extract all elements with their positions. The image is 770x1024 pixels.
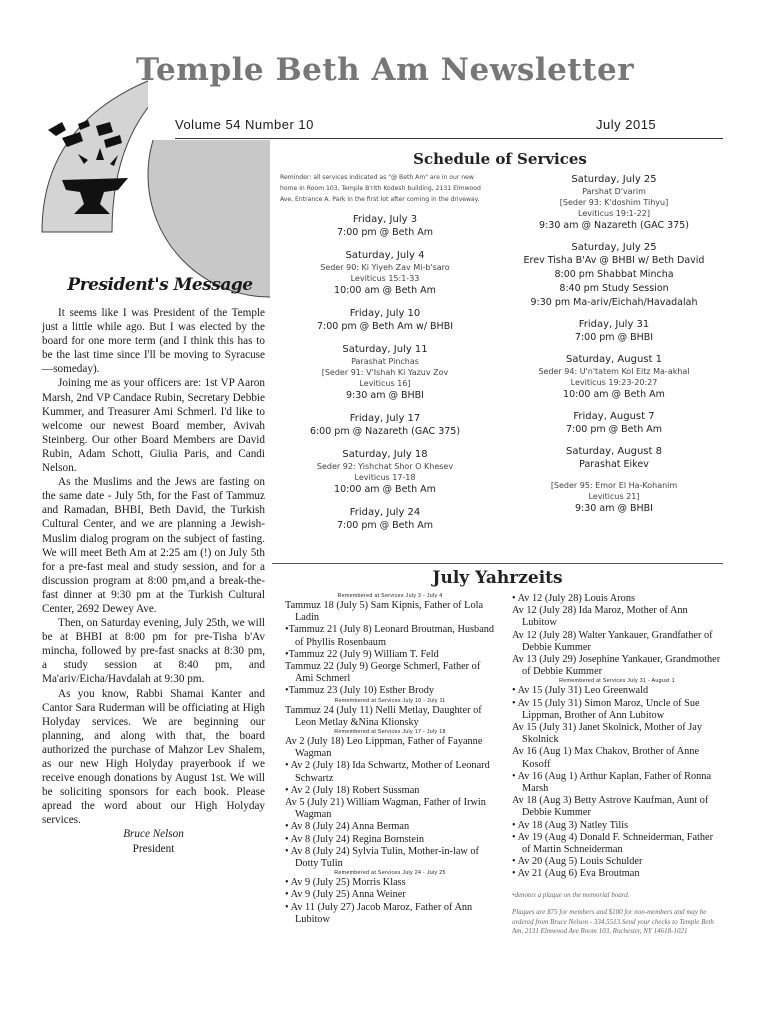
yahrzeit-entry: • Av 20 (Aug 5) Louis Schulder — [512, 856, 643, 868]
yahrzeit-entry: • Av 9 (July 25) Anna Weiner — [285, 889, 406, 901]
service-entry — [280, 307, 490, 334]
presidents-message-title: President's Message — [67, 275, 253, 295]
service-date: Saturday, August 1 — [566, 354, 662, 365]
reminder-note: Reminder: all services indicated as "@ Beth Am" are in our new home in Room 103, Temple B'rith Kodesh building, 2131 Elmwood Ave, Entrance A. Park in the first lot after coming in the driveway. — [280, 174, 481, 203]
service-detail: Leviticus 17-18 — [354, 473, 416, 482]
service-time: 10:00 am @ Beth Am — [563, 389, 665, 400]
service-entry — [280, 213, 490, 240]
service-time: 8:40 pm Study Session — [559, 283, 669, 294]
service-date: Saturday, July 18 — [342, 449, 428, 460]
newsletter-title: Temple Beth Am Newsletter — [135, 52, 635, 88]
yahrzeit-entry: • Av 18 (Aug 3) Natley Tilis — [512, 819, 629, 831]
service-time: 9:30 am @ Nazareth (GAC 375) — [539, 220, 689, 231]
service-time: 7:00 pm @ Beth Am — [336, 520, 434, 531]
pres-paragraph: It seems like I was President of the Temple just a little while ago. But I was elected by the board for one more term (and I think this has to be the last time since I'll be moving to Syracuse—someday). — [42, 307, 265, 376]
volume-number: Volume 54 Number 10 — [175, 117, 314, 132]
service-detail: Leviticus 19:1-22] — [578, 209, 650, 218]
service-entry — [508, 480, 720, 516]
service-date: Friday, July 31 — [578, 319, 650, 330]
signature-name: Bruce Nelson — [123, 828, 184, 841]
service-detail: Parashat Pinchas — [351, 357, 419, 366]
service-time: 7:00 pm @ Beth Am w/ BHBI — [316, 321, 454, 332]
schedule-left-column — [280, 172, 490, 542]
presidents-message — [42, 306, 265, 856]
yahrzeit-left-column — [285, 593, 495, 926]
service-detail: [Seder 93: K'doshim Tihyu] — [559, 198, 669, 207]
header-divider — [175, 138, 723, 139]
remembered-heading: Remembered at Services July 3 - July 4 — [337, 593, 443, 599]
yahrzeit-entry: Av 12 (July 28) Ida Maroz, Mother of Ann Lubitow — [512, 605, 688, 629]
yahrzeit-right-column — [512, 593, 722, 937]
yahrzeit-entry: • Av 9 (July 25) Morris Klass — [285, 877, 406, 889]
remembered-heading: Remembered at Services July 31 - August 1 — [559, 678, 675, 685]
service-date: Friday, July 17 — [349, 413, 421, 424]
service-detail: Leviticus 19:23-20:27 — [570, 378, 658, 387]
yahrzeit-entry: • Av 2 (July 18) Ida Schwartz, Mother of Leonard Schwartz — [285, 760, 490, 784]
signature-role: President — [132, 842, 175, 855]
service-entry — [508, 318, 720, 345]
service-time: 9:30 pm Ma-ariv/Eichah/Havadalah — [530, 297, 698, 308]
yahrzeit-entry: Tammuz 18 (July 5) Sam Kipnis, Father of Lola Ladin — [285, 600, 484, 624]
issue-date: July 2015 — [596, 117, 657, 132]
yahrzeits-title: July Yahrzeits — [432, 568, 563, 588]
yahrzeit-entry: Av 18 (Aug 3) Betty Astrove Kaufman, Aunt of Debbie Kummer — [512, 795, 709, 819]
service-entry — [508, 173, 720, 233]
pres-paragraph: As the Muslims and the Jews are fasting on the same date - July 5th, for the Fast of Tammuz and Ramadan, BHBI, Beth David, the Turkish Cultural Center, and we are planning a Jewish-Muslim dialog program on the subject of fasting. We will meet Beth Am at 2:25 am (!) on July 5th for a pre-fast meal and study session, and for a discussion program at 8:00 pm,and a break-the-fast dinner at 9:30 pm at the Turkish Cultural Center, 2692 Dewey Ave. — [42, 476, 265, 615]
service-entry — [280, 343, 490, 403]
service-entry — [508, 353, 720, 402]
yahrzeit-entry: •Tammuz 22 (July 9) William T. Feld — [285, 648, 439, 660]
service-date: Friday, August 7 — [573, 411, 655, 422]
service-detail: Leviticus 16] — [359, 379, 411, 388]
yahrzeit-entry: Av 16 (Aug 1) Max Chakov, Brother of Anne Kosoff — [512, 746, 700, 770]
yahrzeit-entry: • Av 8 (July 24) Anna Berman — [285, 821, 410, 833]
plaque-note: •denotes a plaque on the memorial board. — [512, 890, 630, 899]
yahrzeit-entry: Av 12 (July 28) Walter Yankauer, Grandfather of Debbie Kummer — [512, 629, 713, 653]
service-time: 7:00 pm @ Beth Am — [336, 227, 434, 238]
service-detail: Parshat D'varim — [582, 187, 646, 196]
yahrzeit-entry: Av 5 (July 21) William Wagman, Father of Irwin Wagman — [285, 797, 486, 821]
yahrzeit-entry: • Av 2 (July 18) Robert Sussman — [285, 784, 420, 796]
yahrzeit-entry: Av 2 (July 18) Leo Lippman, Father of Fayanne Wagman — [285, 736, 483, 760]
service-entry — [280, 448, 490, 497]
service-detail: Seder 90: Ki Yiyeh Zav Mi-b'saro — [320, 263, 450, 272]
service-date: Friday, July 24 — [349, 507, 421, 518]
service-detail: [Seder 91: V'Ishah Ki Yazuv Zov — [321, 368, 449, 377]
plaque-pricing-note: Plaques are $75 for members and $100 for non-members and may be ordered from Bruce Nelson - 334.5513.Send your checks to Temple Beth Am, 2131 Elmwood Ave Room 103, Rochester, NY 14618-1021 — [512, 908, 714, 936]
yahrzeit-entry: • Av 16 (Aug 1) Arthur Kaplan, Father of Ronna Marsh — [512, 770, 712, 795]
service-time: 6:00 pm @ Nazareth (GAC 375) — [309, 426, 461, 437]
yahrzeit-entry: Av 13 (July 29) Josephine Yankauer, Grandmother of Debbie Kummer — [512, 654, 721, 678]
service-date: Friday, July 10 — [349, 308, 421, 319]
yahrzeit-entry: • Av 15 (July 31) Leo Greenwald — [512, 685, 649, 697]
temple-logo — [0, 0, 290, 300]
service-time: 10:00 am @ Beth Am — [334, 484, 436, 495]
yahrzeit-entry: •Tammuz 21 (July 8) Leonard Broutman, Husband of Phyllis Rosenbaum — [285, 624, 495, 648]
pres-paragraph: Joining me as your officers are: 1st VP Aaron Marsh, 2nd VP Candace Rubin, Secretary Debbie Kummer, and Treasurer Ami Schmerl. I'd like to welcome our newest Board member, Avivah Steinberg. Our other Board Members are David Rubin, Adam Schott, Giulia Paris, and Candi Nelson. — [42, 377, 265, 475]
service-date: Friday, July 3 — [352, 214, 418, 225]
service-date: Saturday, August 8 — [566, 446, 662, 457]
pres-paragraph: Then, on Saturday evening, July 25th, we will be at BHBI at 8:00 pm for pre-Tisha b'Av mincha, followed by pre-fast snacks at 8:30 pm, a study session at 8:40 pm, and Ma'ariv/Eicha/Havdalah at 9:30 pm. — [42, 617, 265, 686]
signature-block — [42, 827, 265, 855]
yahrzeit-entry: • Av 15 (July 31) Simon Maroz, Uncle of Sue Lippman, Brother of Ann Lubitow — [512, 697, 700, 721]
service-detail: Seder 92: Yishchat Shor O Khesev — [316, 462, 454, 471]
yahrzeit-entry: Av 15 (July 31) Janet Skolnick, Mother of Jay Skolnick — [512, 722, 702, 746]
service-entry — [280, 506, 490, 533]
service-time: Parashat Eikev — [579, 459, 649, 470]
yahrzeit-entry: • Av 8 (July 24) Regina Bornstein — [285, 833, 424, 845]
service-detail: Seder 94: U'n'tatem Kol Eitz Ma-akhal — [538, 367, 690, 376]
service-detail: [Seder 95: Emor El Ha-Kohanim — [550, 481, 678, 490]
yahrzeit-divider — [272, 563, 723, 564]
yahrzeit-entry: Tammuz 22 (July 9) George Schmerl, Father of Ami Schmerl — [285, 661, 481, 685]
service-entry — [280, 249, 490, 298]
service-entry — [508, 241, 720, 310]
remembered-heading: Remembered at Services July 17 - July 18 — [334, 729, 446, 736]
service-time: 9:30 am @ BHBI — [346, 390, 424, 401]
service-entry — [508, 445, 720, 472]
yahrzeit-entry: • Av 11 (July 27) Jacob Maroz, Father of Ann Lubitow — [285, 901, 473, 925]
service-time: 9:30 am @ BHBI — [575, 503, 653, 514]
schedule-right-column — [508, 173, 720, 524]
yahrzeit-entry: • Av 12 (July 28) Louis Arons — [512, 593, 635, 604]
service-time: 8:00 pm Shabbat Mincha — [554, 269, 674, 280]
yahrzeit-entry: Tammuz 24 (July 11) Nelli Metlay, Daughter of Leon Metlay &Nina Klionsky — [285, 704, 482, 728]
remembered-heading: Remembered at Services July 24 - July 25 — [334, 870, 446, 877]
service-time: 7:00 pm @ Beth Am — [565, 424, 663, 435]
service-detail: Leviticus 15:1-33 — [350, 274, 420, 283]
yahrzeit-entry: • Av 8 (July 24) Sylvia Tulin, Mother-in-law of Dotty Tulin — [285, 845, 479, 870]
service-date: Saturday, July 25 — [571, 242, 657, 253]
service-entry — [280, 412, 490, 439]
schedule-title: Schedule of Services — [413, 150, 587, 168]
service-date: Saturday, July 25 — [571, 174, 657, 185]
service-date: Saturday, July 11 — [342, 344, 428, 355]
service-detail: Leviticus 21] — [588, 492, 640, 501]
yahrzeit-entry: • Av 19 (Aug 4) Donald F. Schneiderman, Father of Martin Schneiderman — [512, 831, 714, 856]
yahrzeit-entry: •Tammuz 23 (July 10) Esther Brody — [285, 685, 435, 697]
remembered-heading: Remembered at Services July 10 - July 11 — [334, 697, 446, 704]
service-time: 10:00 am @ Beth Am — [334, 285, 436, 296]
service-time: Erev Tisha B'Av @ BHBI w/ Beth David — [523, 255, 705, 266]
service-time: 7:00 pm @ BHBI — [574, 332, 654, 343]
service-date: Saturday, July 4 — [345, 250, 425, 261]
yahrzeit-entry: • Av 21 (Aug 6) Eva Broutman — [512, 868, 640, 880]
service-entry — [508, 410, 720, 437]
pres-paragraph: As you know, Rabbi Shamai Kanter and Cantor Sara Ruderman will be officiating at High Holyday services. We are beginning our planning, and along with that, the board authorized the purchase of Mahzor Lev Shalem, as our new High Holyday prayerbook if we receive enough donations by August 1st. We will be soliciting sponsors for each book. Please apread the word about our High Holyday services. — [42, 687, 265, 827]
